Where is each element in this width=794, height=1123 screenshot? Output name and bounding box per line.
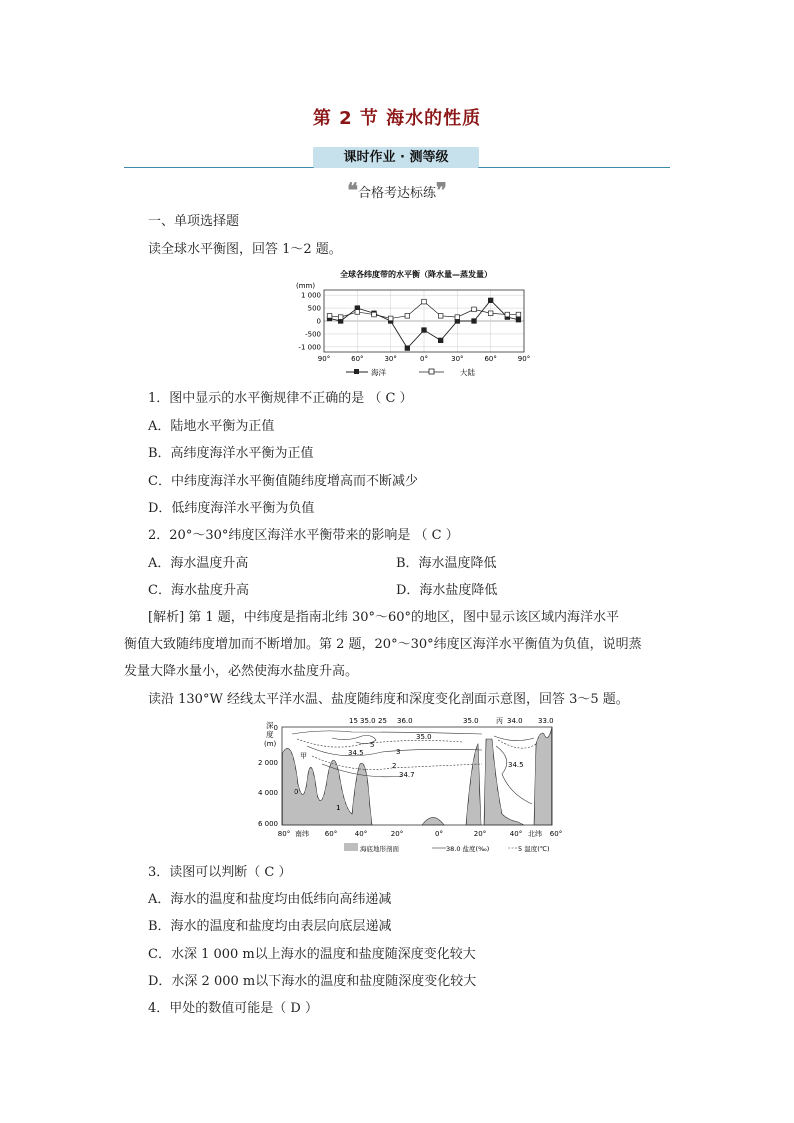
chart1-title: 全球各纬度带的水平衡（降水量—蒸发量） <box>340 270 492 279</box>
chart1-xticks <box>318 355 530 363</box>
q3-stem: 3．读图可以判断（ C ） <box>148 865 292 880</box>
c2-terrain-shelf <box>534 727 552 825</box>
q4-stem: 4．甲处的数值可能是（ D ） <box>148 1001 318 1016</box>
level-label <box>322 180 472 200</box>
q3-option-c: C．水深 1 000 m以上海水的温度和盐度随深度变化较大 <box>148 947 476 962</box>
c2-top-label-360: 36.0 <box>397 717 413 725</box>
legend-ocean-label: 海洋 <box>371 368 386 377</box>
chart1-land-point <box>472 307 477 312</box>
chart1-legend <box>346 367 475 377</box>
q3-option-d: D．水深 2 000 m以下海水的温度和盐度随深度变化较大 <box>148 974 477 989</box>
section-band: 课时作业 · 测等级 <box>313 147 479 168</box>
chart1-ocean-point <box>472 319 477 324</box>
chart1-ytick: -1 000 <box>298 343 321 352</box>
c2-xtick-20n: 20° <box>473 830 487 838</box>
c2-ytick-0: 0 <box>273 724 278 732</box>
c2-xtick-40s: 40° <box>354 830 368 838</box>
chart1-ocean-point <box>488 298 493 303</box>
c2-legend-temp: 5 温度(℃) <box>518 845 550 853</box>
c2-ytick-6000: 6 000 <box>257 820 278 828</box>
chart1-xtick: 90° <box>317 355 331 363</box>
c2-label-345b: 34.5 <box>508 761 524 769</box>
chart1-ocean-point <box>516 317 521 322</box>
c2-label-1: 1 <box>336 804 341 812</box>
chart1-ytick: -500 <box>305 330 321 339</box>
c2-ytick-4000: 4 000 <box>257 789 278 797</box>
legend-ocean-marker <box>354 369 359 374</box>
q1-stem: 1．图中显示的水平衡规律不正确的是 （ C ） <box>148 391 413 406</box>
q1-option-d: D．低纬度海洋水平衡为负值 <box>148 501 315 516</box>
level-text: 合格考达标练 <box>357 186 436 201</box>
c2-top-label-340: 34.0 <box>507 717 523 725</box>
chart1-land-point <box>338 315 343 320</box>
chart1-land-point <box>422 299 427 304</box>
c2-label-jia: 甲 <box>300 752 307 760</box>
analysis-line-3: 发量大降水量小，必然使海水盐度升高。 <box>124 664 359 679</box>
chart1-yticks <box>298 292 321 352</box>
q2-stem: 2．20°～30°纬度区海洋水平衡带来的影响是 （ C ） <box>148 528 459 543</box>
c2-isoline-north-3 <box>498 740 536 748</box>
water-balance-chart <box>286 266 536 381</box>
c2-isoline-north-2 <box>496 746 532 804</box>
c2-label-350: 35.0 <box>416 733 432 741</box>
c2-label-2: 2 <box>392 762 397 770</box>
c2-xtick-20s: 20° <box>390 830 404 838</box>
q2-option-d: D．海水盐度降低 <box>396 583 498 598</box>
c2-top-label-bing: 丙 <box>496 717 503 725</box>
chart1-land-point <box>505 312 510 317</box>
c2-label-0: 0 <box>294 788 299 796</box>
chart1-land-point <box>455 315 460 320</box>
chart1-ocean-point <box>405 346 410 351</box>
page-title: 第 2 节 海水的性质 <box>312 108 482 129</box>
c2-terrain-mid <box>422 817 444 825</box>
chart1-ocean-point <box>422 328 427 333</box>
c2-top-label-25: 25 <box>378 717 387 725</box>
intro-text-1: 读全球水平衡图，回答 1～2 题。 <box>148 242 342 257</box>
q2-option-c: C．海水盐度升高 <box>148 583 249 598</box>
c2-label-345a: 34.5 <box>348 749 364 757</box>
q3-option-b: B．海水的温度和盐度均由表层向底层递减 <box>148 919 392 934</box>
c2-legend-salinity: 38.0 盐度(‰) <box>446 845 490 853</box>
chart1-xtick: 30° <box>384 355 397 363</box>
c2-label-3: 3 <box>396 748 401 756</box>
chart1-xtick: 0° <box>420 355 428 363</box>
chart1-xtick: 90° <box>517 355 531 363</box>
legend-land-label: 大陆 <box>460 368 475 377</box>
q3-option-a: A．海水的温度和盐度均由低纬向高纬递减 <box>148 892 392 907</box>
chart1-land-point <box>355 310 360 315</box>
section-heading: 一、单项选择题 <box>148 214 240 229</box>
analysis-line-1: [解析] 第 1 题，中纬度是指南北纬 30°～60°的地区，图中显示该区域内海洋水平 <box>148 610 620 625</box>
chart1-xtick: 60° <box>351 355 364 363</box>
c2-isoline-north-1 <box>494 736 534 741</box>
c2-xtick-80: 80° <box>277 830 291 838</box>
chart1-ytick: 0 <box>316 317 321 326</box>
chart1-xtick: 60° <box>484 355 497 363</box>
c2-top-label-350b: 35.0 <box>463 717 479 725</box>
chart1-land-point <box>405 314 410 319</box>
c2-ytick-2000: 2 000 <box>257 759 278 767</box>
c2-ylabel-2: 度 <box>266 730 274 739</box>
chart1-unit: (mm) <box>296 282 316 290</box>
chart1-land-point <box>516 312 521 317</box>
chart1-ytick: 1 000 <box>300 291 321 300</box>
chart1-ocean-point <box>438 338 443 343</box>
q2-option-a: A．海水温度升高 <box>148 556 249 571</box>
quote-right-icon: ❞ <box>436 178 447 202</box>
chart1-land-point <box>388 316 393 321</box>
chart1-land-point <box>372 312 377 317</box>
chart1-land-point <box>488 311 493 316</box>
chart1-xtick: 30° <box>451 355 464 363</box>
q1-option-c: C．中纬度海洋水平衡值随纬度增高而不断减少 <box>148 474 418 489</box>
q1-option-a: A．陆地水平衡为正值 <box>148 419 275 434</box>
c2-ylabel-1: 深 <box>266 721 274 730</box>
chart1-ytick: 500 <box>307 304 321 313</box>
ocean-section-diagram <box>252 714 574 856</box>
c2-xtick-north: 北纬 <box>528 830 542 838</box>
c2-top-label-330: 33.0 <box>538 717 554 725</box>
c2-isoline-1 <box>292 731 482 734</box>
analysis-line-2: 衡值大致随纬度增加而不断增加。第 2 题，20°～30°纬度区海洋水平衡值为负值，说明蒸 <box>124 637 642 652</box>
c2-xtick-0: 0° <box>435 830 443 838</box>
c2-terrain-south <box>282 748 372 825</box>
c2-label-5: 5 <box>370 741 375 749</box>
intro-text-2: 读沿 130°W 经线太平洋水温、盐度随纬度和深度变化剖面示意图，回答 3～5 题。 <box>148 692 629 707</box>
quote-left-icon: ❝ <box>347 178 358 202</box>
q2-option-b: B．海水温度降低 <box>396 556 497 571</box>
c2-terrain-north <box>484 739 524 825</box>
c2-legend-terrain-swatch <box>344 843 358 851</box>
c2-isoline-3 <box>307 746 482 756</box>
c2-ylabel-3: (m) <box>264 740 277 748</box>
c2-top-label-15: 15 <box>349 717 358 725</box>
c2-label-347: 34.7 <box>399 771 415 779</box>
c2-xtick-40n: 40° <box>509 830 523 838</box>
c2-xtick-south: 南纬 <box>295 830 309 838</box>
q1-option-b: B．高纬度海洋水平衡为正值 <box>148 446 314 461</box>
c2-isoline-2 <box>297 739 462 747</box>
c2-terrain-ridge <box>466 744 481 825</box>
chart1-land-point <box>438 314 443 319</box>
c2-xtick-60n: 60° <box>549 830 563 838</box>
legend-land-marker <box>429 369 434 374</box>
c2-legend-terrain: 海底地形剖面 <box>360 845 399 853</box>
c2-xtick-60s: 60° <box>324 830 338 838</box>
c2-top-label-350a: 35.0 <box>360 717 376 725</box>
chart1-land-point <box>327 314 332 319</box>
